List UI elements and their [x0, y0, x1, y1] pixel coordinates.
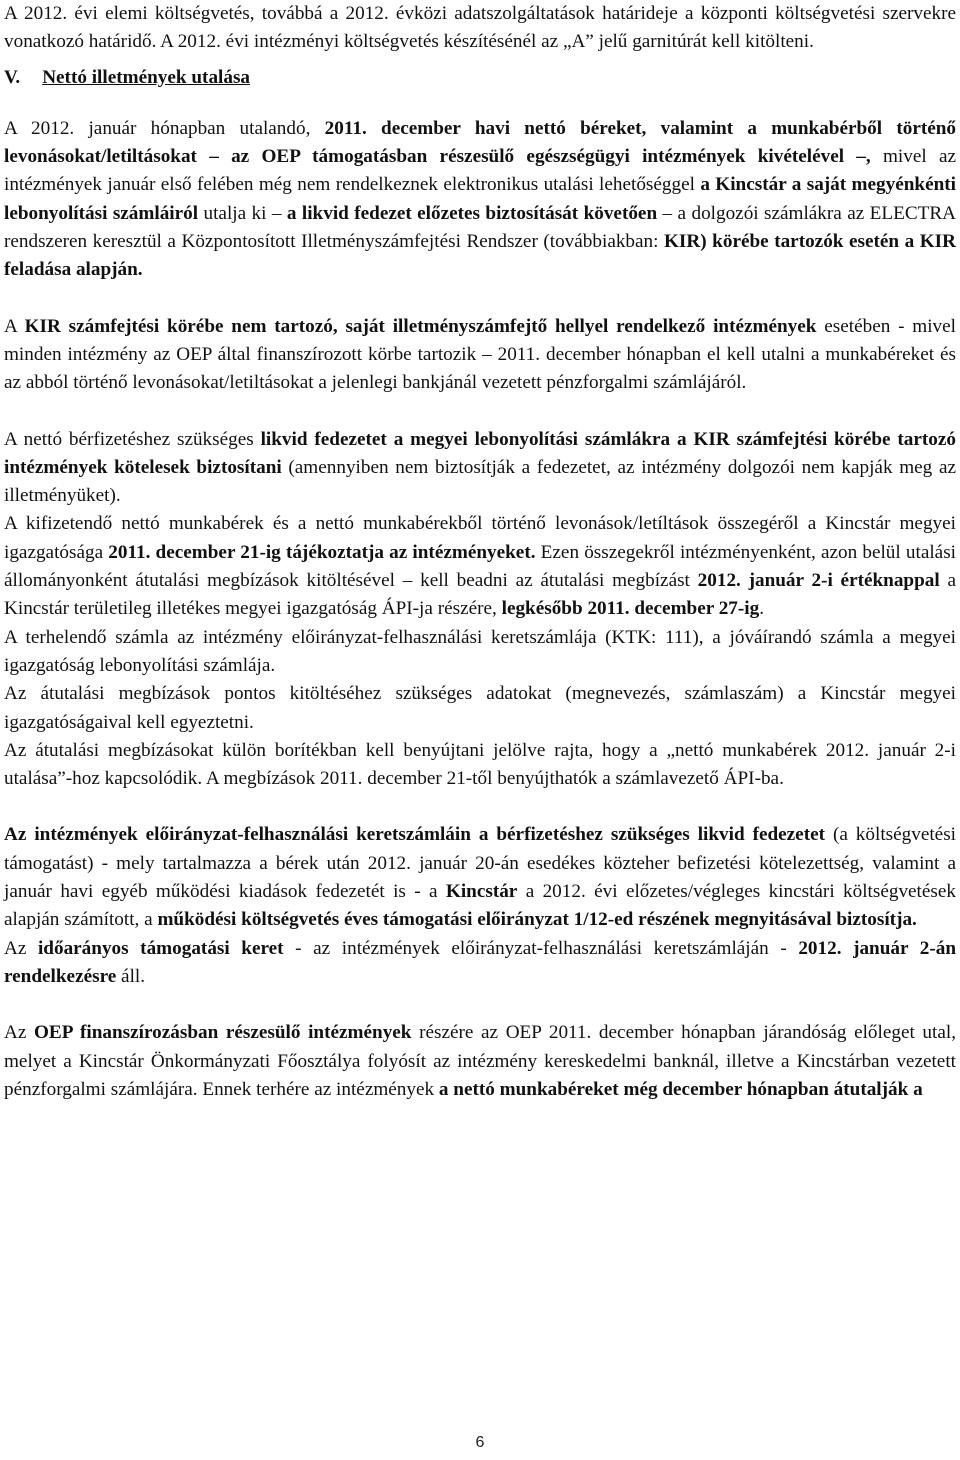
text-run: (a költségvetési támogatást) - mely tartalmazza a bérek után 2012. január 20-án esedékes közteher befizetési kötelezettség, valamint a január havi egyéb működési kiadások fedezetét is - a [4, 824, 956, 903]
bold-text-run: OEP finanszírozásban részesülő intézmények [34, 1022, 412, 1044]
paragraph-debit-account [4, 624, 956, 681]
bold-text-run: a nettó munkabéreket még december hónapban átutalják a [438, 1078, 923, 1100]
paragraph-budget-deadline [4, 0, 956, 57]
text-run: Az [4, 937, 38, 959]
text-run: A nettó bérfizetéshez szükséges [4, 428, 261, 450]
text-run: esetében - mivel minden intézmény az OEP által finanszírozott körbe tartozik – 2011. december hónapban el kell utalni a munkabéreket és az abból történő levonásokat/letiltásokat a jelenlegi bankjánál vezetett pénzforgalmi számlájáról. [4, 315, 956, 394]
text-run: utalja ki – [198, 202, 287, 224]
bold-text-run: legkésőbb 2011. december 27-ig [501, 598, 760, 620]
bold-text-run: időarányos támogatási keret [37, 937, 284, 959]
bold-text-run: KIR számfejtési körébe nem tartozó, saját illetményszámfejtő hellyel rendelkező intézmények [24, 315, 817, 337]
bold-text-run: Az intézmények előirányzat-felhasználási keretszámláin a bérfizetéshez szükséges likvid fedezetet [4, 824, 825, 846]
text-run: a Kincstár területileg illetékes megyei igazgatóság ÁPI-ja részére, [4, 570, 956, 620]
bold-text-run: 2012. január 2-án rendelkezésre [4, 937, 957, 987]
paragraph-non-kir-institutions [4, 313, 956, 398]
text-run: A 2012. január hónapban utalandó, [4, 117, 325, 139]
document-page [4, 0, 956, 1104]
text-run: Az átutalási megbízások pontos kitöltéséhez szükséges adatokat (megnevezés, számlaszám) a Kincstár megyei igazgatóságaival kell egyeztetni. [4, 683, 956, 733]
text-run: Az [4, 1022, 34, 1044]
section-title: Nettó illetmények utalása [42, 66, 251, 88]
text-run: A 2012. évi elemi költségvetés, továbbá a 2012. évközi adatszolgáltatások határideje a központi költségvetési szervekre vonatkozó határidő. A 2012. évi intézményi költségvetés készítésénél az „A” jelű garnitúrát kell kitölteni. [4, 3, 956, 53]
text-run: mivel az intézmények január első felében még nem rendelkeznek elektronikus utalási lehetőséggel [4, 146, 956, 196]
section-number: V. [4, 66, 21, 88]
paragraph-notification-deadline [4, 510, 956, 623]
paragraph-oep-funded-institutions [4, 1019, 956, 1104]
bold-text-run: likvid fedezetet a megyei lebonyolítási számlákra a KIR számfejtési körébe tartozó intézmények kötelesek biztosítani [4, 428, 956, 478]
text-run: A terhelendő számla az intézmény előirányzat-felhasználási keretszámlája (KTK: 111), a jóváírandó számla a megyei igazgatóság lebonyolítási számlája. [4, 626, 956, 676]
bold-text-run: 2012. január 2-i értéknappal [697, 570, 940, 592]
text-run: a 2012. évi előzetes/végleges kincstári költségvetések alapján számított, a [4, 881, 956, 931]
bold-text-run: a likvid fedezet előzetes biztosítását követően [286, 202, 658, 224]
text-run: áll. [116, 965, 146, 987]
text-run: - az intézmények előirányzat-felhasználási keretszámláján - [283, 937, 799, 959]
paragraph-account-data [4, 680, 956, 737]
bold-text-run: a Kincstár a saját megyénkénti lebonyolítási számláiról [4, 174, 956, 224]
bold-text-run: Kincstár [445, 881, 518, 903]
bold-text-run: 2011. december havi nettó béreket, valamint a munkabérből történő levonásokat/letiltásokat – az OEP támogatásban részesülő egészségügyi intézmények kivételével –, [4, 117, 957, 168]
text-run: . [759, 598, 765, 620]
text-run: – a dolgozói számlákra az ELECTRA rendszeren keresztül a Központosított Illetményszámfejtési Rendszer (továbbiakban: [4, 202, 956, 253]
paragraph-appropriation-accounts [4, 821, 956, 934]
text-run: A [4, 315, 25, 337]
text-run: (amennyiben nem biztosítják a fedezetet, az intézmény dolgozói nem kapják meg az illetményüket). [4, 456, 956, 507]
paragraph-time-proportional-frame [4, 935, 956, 992]
text-run: részére az OEP 2011. december hónapban járandóság előleget utal, melyet a Kincstár Önkormányzati Főosztálya folyósít az intézmény kereskedelmi banknál, illetve a Kincstárban vezetett pénzforgalmi számlájára. Ennek terhére az intézmények [4, 1022, 956, 1100]
text-run: Az átutalási megbízásokat külön borítékban kell benyújtani jelölve rajta, hogy a „nettó munkabérek 2012. január 2-i utalása”-hoz kapcsolódik. A megbízások 2011. december 21-től benyújthatók a számlavezető ÁPI-ba. [4, 739, 956, 790]
text-run: Ezen összegekről intézményenként, azon belül utalási állományonként átutalási megbízások kitöltésével – kell beadni az átutalási megbízást [4, 541, 956, 592]
paragraph-liquidity-coverage [4, 426, 956, 511]
paragraph-net-salary-transfer [4, 115, 956, 285]
page-number: 6 [475, 1434, 485, 1451]
bold-text-run: KIR) körébe tartozók esetén a KIR feladása alapján. [4, 231, 956, 281]
bold-text-run: 2011. december 21-ig tájékoztatja az intézményeket. [108, 541, 536, 563]
section-heading [4, 64, 956, 92]
text-run: A kifizetendő nettó munkabérek és a nettó munkabérekből történő levonások/letíltások összegéről a Kincstár megyei igazgatósága [4, 513, 956, 563]
paragraph-envelope-submission [4, 737, 956, 794]
bold-text-run: működési költségvetés éves támogatási előirányzat 1/12-ed részének megnyitásával biztosítja. [157, 909, 917, 931]
